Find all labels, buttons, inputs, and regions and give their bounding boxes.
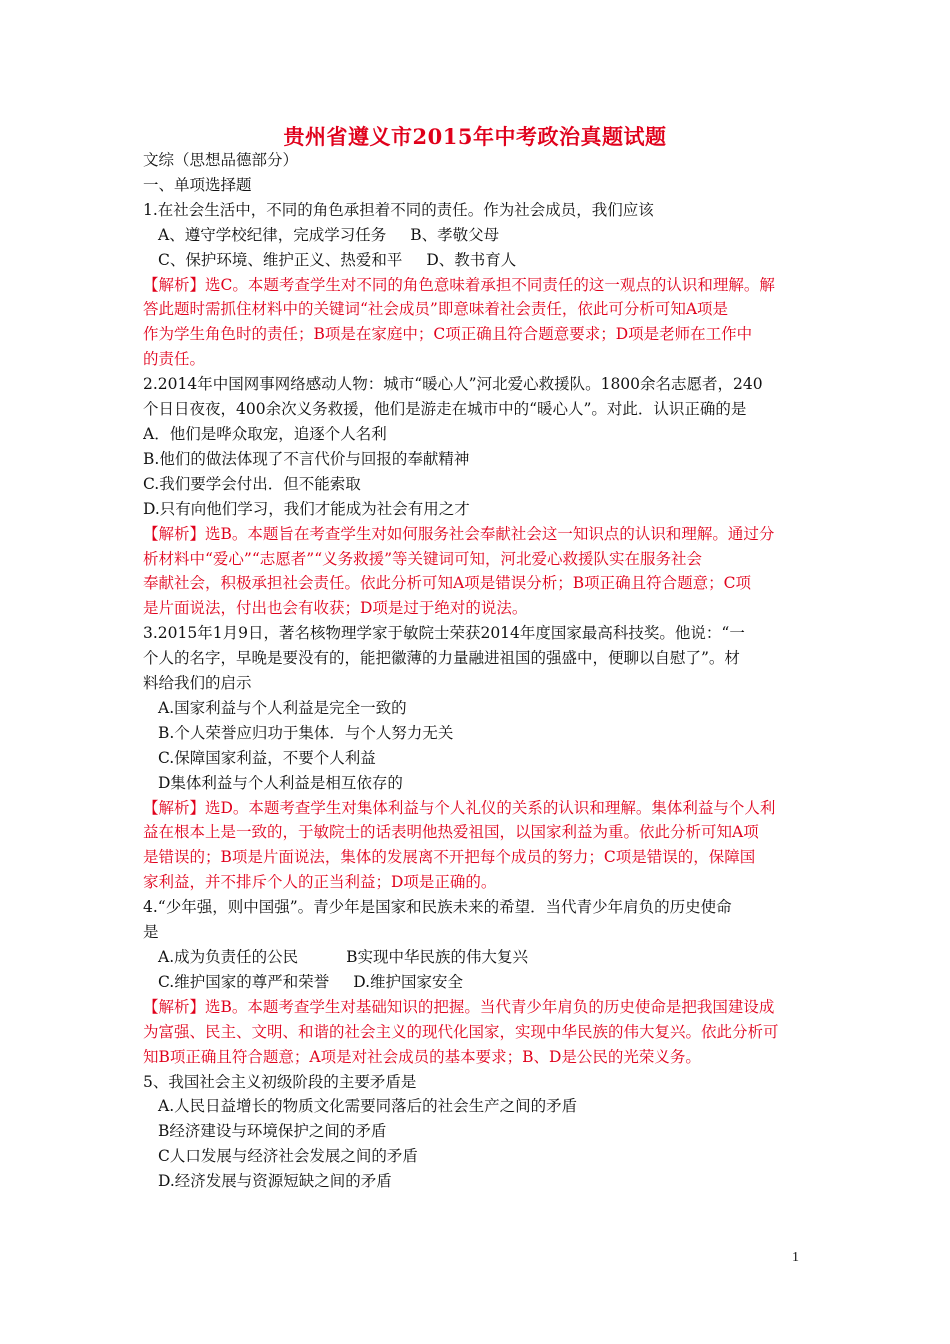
analysis-line: 为富强、民主、文明、和谐的社会主义的现代化国家，实现中华民族的伟大复兴。依此分析可 <box>143 1022 779 1041</box>
question-stem: 个日日夜夜，400余次义务救援，他们是游走在城市中的“暖心人”。对此．认识正确的是 <box>143 400 747 419</box>
option-b: B、孝敬父母 <box>410 225 500 244</box>
option-c: C.保障国家利益，不要个人利益 <box>158 748 376 767</box>
option-a: A、遵守学校纪律，完成学习任务 <box>158 225 387 244</box>
option-c: C、保护环境、维护正义、热爱和平 <box>158 250 403 269</box>
option-c: C.我们要学会付出．但不能索取 <box>143 474 361 493</box>
option-b: B经济建设与环境保护之间的矛盾 <box>158 1122 387 1141</box>
question-stem: 是 <box>143 923 159 942</box>
option-row <box>143 223 811 248</box>
question-stem: 1.在社会生活中，不同的角色承担着不同的责任。作为社会成员，我们应该 <box>143 200 654 219</box>
analysis-line: 【解析】选B。本题考查学生对基础知识的把握。当代青少年肩负的历史使命是把我国建设成 <box>143 997 775 1016</box>
question-stem: 个人的名字，早晚是要没有的，能把徽薄的力量融进祖国的强盛中，便聊以自慰了”。材 <box>143 649 740 668</box>
question-stem: 3.2015年1月9日，著名核物理学家于敏院士荣获2014年度国家最高科技奖。他说：“一 <box>143 624 745 643</box>
analysis-line: 【解析】选B。本题旨在考查学生对如何服务社会奉献社会这一知识点的认识和理解。通过分 <box>143 524 775 543</box>
option-b: B.他们的做法体现了不言代价与回报的奉献精神 <box>143 449 470 468</box>
analysis-line: 家利益，并不排斥个人的正当利益；D项是正确的。 <box>143 873 497 892</box>
analysis-line: 答此题时需抓住材料中的关键词“社会成员”即意味着社会责任，依此可分析可知A项是 <box>143 300 729 319</box>
option-c: C人口发展与经济社会发展之间的矛盾 <box>158 1147 418 1166</box>
option-a: A.人民日益增长的物质文化需要同落后的社会生产之间的矛盾 <box>158 1097 578 1116</box>
option-b: B.个人荣誉应归功于集体．与个人努力无关 <box>158 723 454 742</box>
section-heading: 一、单项选择题 <box>143 175 252 194</box>
option-c: C.维护国家的尊严和荣誉 <box>158 972 330 991</box>
analysis-line: 【解析】选C。本题考查学生对不同的角色意味着承担不同责任的这一观点的认识和理解。解 <box>143 275 775 294</box>
option-a: A.国家利益与个人利益是完全一致的 <box>158 698 407 717</box>
document-title: 贵州省遵义市2015年中考政治真题试题 <box>283 124 667 149</box>
option-d: D.只有向他们学习，我们才能成为社会有用之才 <box>143 499 470 518</box>
analysis-line: 奉献社会，积极承担社会责任。依此分析可知A项是错误分析；B项正确且符合题意；C项 <box>143 574 751 593</box>
question-stem: 2.2014年中国网事网络感动人物：城市“暖心人”河北爱心救援队。1800余名志愿者，240 <box>143 375 763 394</box>
question-5 <box>143 1070 811 1195</box>
question-4 <box>143 895 811 1069</box>
option-d: D.维护国家安全 <box>353 972 464 991</box>
analysis-line: 是错误的；B项是片面说法，集体的发展离不开把每个成员的努力；C项是错误的，保障国 <box>143 848 756 867</box>
question-stem: 料给我们的启示 <box>143 674 252 693</box>
document-body <box>143 148 811 1194</box>
question-3 <box>143 621 811 895</box>
question-stem: 5、我国社会主义初级阶段的主要矛盾是 <box>143 1072 417 1091</box>
option-a: A．他们是哗众取宠，追逐个人名利 <box>143 424 387 443</box>
option-d: D.经济发展与资源短缺之间的矛盾 <box>158 1172 392 1191</box>
option-row <box>143 945 811 970</box>
subtitle: 文综（思想品德部分） <box>143 151 299 169</box>
analysis-line: 知B项正确且符合题意；A项是对社会成员的基本要求；B、D是公民的光荣义务。 <box>143 1047 701 1066</box>
analysis-line: 【解析】选D。本题考查学生对集体利益与个人礼仪的关系的认识和理解。集体利益与个人利 <box>143 798 776 817</box>
option-b: B实现中华民族的伟大复兴 <box>346 948 529 966</box>
analysis-line: 的责任。 <box>143 350 206 369</box>
page-number: 1 <box>792 1250 799 1265</box>
analysis-line: 是片面说法，付出也会有收获；D项是过于绝对的说法。 <box>143 599 528 618</box>
option-row <box>143 248 811 273</box>
question-2 <box>143 372 811 621</box>
question-1 <box>143 198 811 372</box>
analysis-line: 析材料中“爱心”“志愿者”“义务救援”等关键词可知，河北爱心救援队实在服务社会 <box>143 549 703 568</box>
analysis-line: 益在根本上是一致的，于敏院士的话表明他热爱祖国，以国家利益为重。依此分析可知A项 <box>143 823 759 842</box>
option-d: D集体利益与个人利益是相互依存的 <box>158 773 403 792</box>
analysis-line: 作为学生角色时的责任；B项是在家庭中；C项正确且符合题意要求；D项是老师在工作中 <box>143 325 753 344</box>
option-row <box>143 970 811 995</box>
question-stem: 4.“少年强，则中国强”。青少年是国家和民族未来的希望．当代青少年肩负的历史使命 <box>143 898 732 917</box>
option-d: D、教书育人 <box>426 250 517 269</box>
option-a: A.成为负责任的公民 <box>158 948 299 966</box>
